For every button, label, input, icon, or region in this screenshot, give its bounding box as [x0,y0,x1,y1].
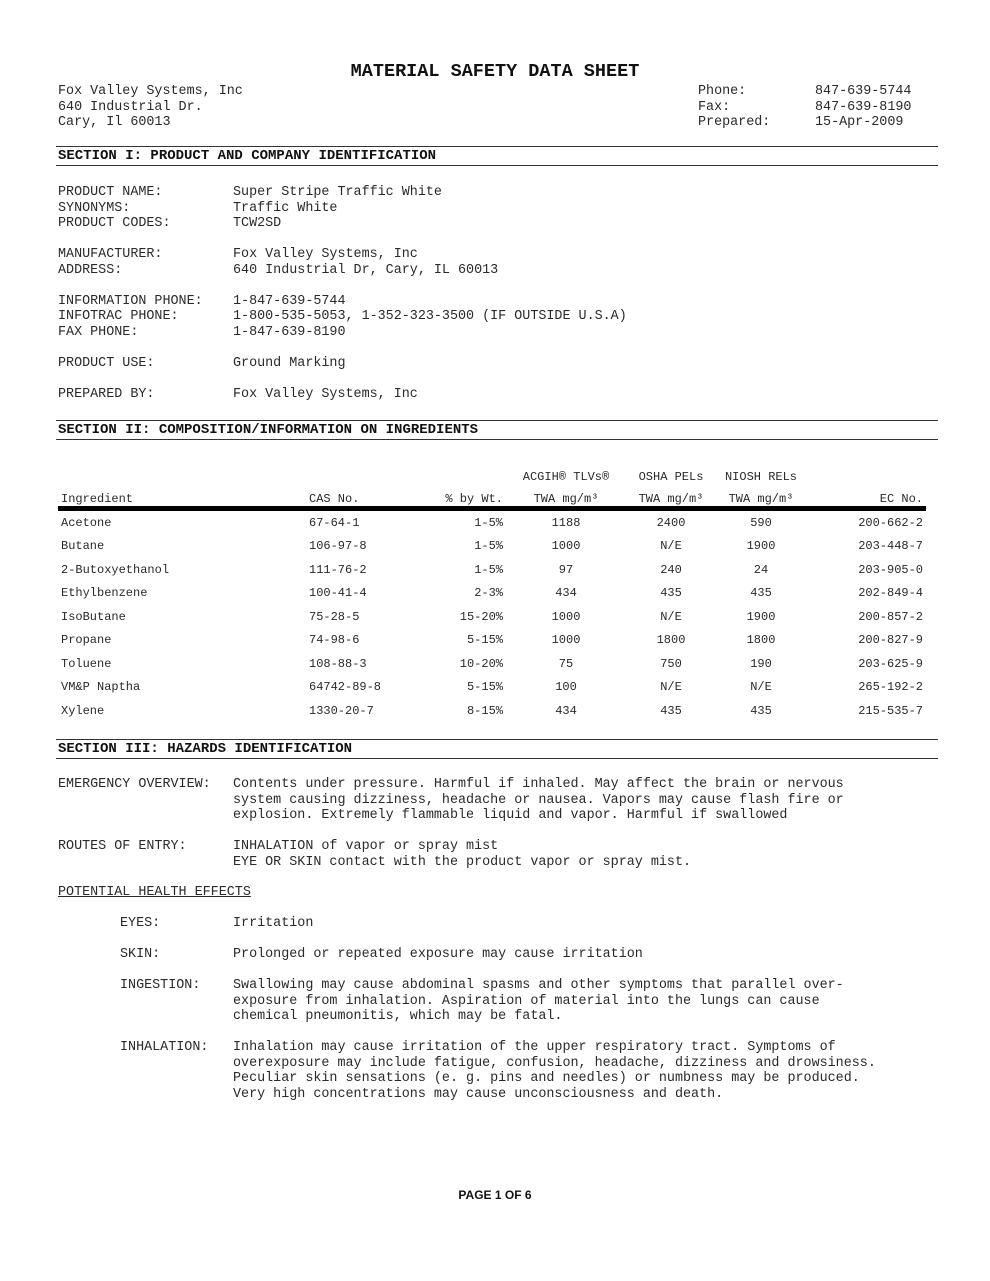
acgih-twa-cell: 100 [555,680,577,695]
effect-ingestion [120,978,938,1025]
column-header-weight: % by Wt. [445,492,503,506]
ec-number-cell: 202-849-4 [858,586,923,601]
company-name: Fox Valley Systems, Inc [58,84,243,99]
acgih-twa-cell: 1000 [551,633,581,648]
synonyms-label: SYNONYMS: [58,200,131,216]
product-codes-value: TCW2SD [233,216,282,231]
prepared-by-label: PREPARED BY: [58,386,155,402]
prepared-label: Prepared: [698,115,771,130]
acgih-twa-cell: 434 [555,586,577,601]
routes-of-entry-line: EYE OR SKIN contact with the product vapor or spray mist. [233,854,692,870]
weight-percent-cell: 10-20% [459,656,503,671]
skin-label: SKIN: [120,947,161,962]
column-header-niosh-twa: TWA mg/m³ [728,492,794,506]
cas-number-cell: 100-41-4 [309,586,367,601]
routes-of-entry [58,839,933,870]
table-row [58,699,926,723]
acgih-twa-cell: 97 [558,562,574,577]
ingredient-name-cell: Xylene [61,703,105,718]
product-identification [58,185,627,402]
product-codes-label: PRODUCT CODES: [58,216,171,231]
ec-number-cell: 265-192-2 [858,680,923,695]
company-address-line1: 640 Industrial Dr. [58,99,203,115]
table-row [58,558,926,582]
ingestion-line: chemical pneumonitis, which may be fatal. [233,1009,563,1024]
ingestion-label: INGESTION: [120,978,201,993]
skin-value: Prolonged or repeated exposure may cause irritation [233,947,643,962]
ec-number-cell: 200-827-9 [858,633,923,648]
weight-percent-cell: 1-5% [474,539,503,554]
company-address-line2: Cary, Il 60013 [58,115,171,130]
section-3-heading: SECTION III: HAZARDS IDENTIFICATION [56,739,938,759]
ingredient-name-cell: Butane [61,539,105,554]
table-row [58,605,926,629]
prepared-value: 15-Apr-2009 [815,115,904,130]
emergency-overview-line: Contents under pressure. Harmful if inhaled. May affect the brain or nervous [233,777,844,792]
ingestion-line: Swallowing may cause abdominal spasms and other symptoms that parallel over- [233,978,844,993]
osha-header: OSHA PELs [638,470,704,484]
ingredient-name-cell: Toluene [61,656,112,671]
manufacturer-value: Fox Valley Systems, Inc [233,247,418,262]
acgih-twa-cell: 1188 [551,515,581,530]
inhalation-line: Peculiar skin sensations (e. g. pins and needles) or numbness may be produced. [233,1071,860,1086]
osha-twa-cell: N/E [660,539,682,554]
niosh-twa-cell: 1900 [746,539,776,554]
osha-twa-cell: 435 [660,586,682,601]
weight-percent-cell: 8-15% [466,703,503,718]
osha-twa-cell: 240 [660,562,682,577]
address-label: ADDRESS: [58,262,123,278]
infotrac-phone-value: 1-800-535-5053, 1-352-323-3500 (IF OUTSIDE U.S.A) [233,309,627,324]
cas-number-cell: 106-97-8 [309,539,367,554]
information-phone-value: 1-847-639-5744 [233,293,346,309]
manufacturer-label: MANUFACTURER: [58,247,163,262]
ingredient-name-cell: Acetone [61,515,112,530]
column-header-cas: CAS No. [309,492,360,506]
column-header-acgih-twa: TWA mg/m³ [533,492,599,506]
acgih-twa-cell: 1000 [551,539,581,554]
column-header-osha-twa: TWA mg/m³ [638,492,704,506]
page-number: PAGE 1 OF 6 [458,1188,532,1202]
cas-number-cell: 1330-20-7 [309,703,374,718]
osha-twa-cell: N/E [660,609,682,624]
osha-twa-cell: 750 [660,656,682,671]
contact-block [698,84,911,131]
table-row [58,652,926,676]
ingredient-name-cell: Propane [61,633,112,648]
inhalation-line: overexposure may include fatigue, confusion, headache, dizziness and drowsiness. [233,1055,876,1071]
company-block [58,84,243,131]
niosh-twa-cell: 435 [750,703,772,718]
product-use-value: Ground Marking [233,355,346,371]
osha-twa-cell: N/E [660,680,682,695]
ec-number-cell: 203-448-7 [858,539,923,554]
niosh-twa-cell: 1800 [746,633,776,648]
emergency-overview [58,777,933,824]
ec-number-cell: 215-535-7 [858,703,923,718]
acgih-twa-cell: 75 [558,656,574,671]
weight-percent-cell: 2-3% [474,586,503,601]
niosh-twa-cell: 1900 [746,609,776,624]
table-row [58,676,926,700]
acgih-twa-cell: 1000 [551,609,581,624]
product-use-label: PRODUCT USE: [58,355,155,371]
cas-number-cell: 74-98-6 [309,633,360,648]
table-column-header-row [58,484,926,509]
prepared-by-value: Fox Valley Systems, Inc [233,386,418,402]
fax-phone-label: FAX PHONE: [58,324,139,340]
cas-number-cell: 111-76-2 [309,562,367,577]
ingredients-table [58,462,926,723]
ec-number-cell: 203-625-9 [858,656,923,671]
osha-twa-cell: 435 [660,703,682,718]
niosh-twa-cell: 435 [750,586,772,601]
effect-inhalation [120,1040,938,1102]
niosh-twa-cell: 24 [753,562,769,577]
fax-label: Fax: [698,99,731,115]
eyes-label: EYES: [120,916,161,931]
weight-percent-cell: 1-5% [474,515,503,530]
osha-twa-cell: 1800 [656,633,686,648]
inhalation-line: Inhalation may cause irritation of the upper respiratory tract. Symptoms of [233,1040,836,1055]
niosh-twa-cell: N/E [750,680,772,695]
weight-percent-cell: 1-5% [474,562,503,577]
routes-of-entry-line: INHALATION of vapor or spray mist [233,839,499,854]
inhalation-line: Very high concentrations may cause unconsciousness and death. [233,1086,724,1102]
column-header-ec: EC No. [879,492,923,506]
column-header-ingredient: Ingredient [61,492,134,506]
acgih-twa-cell: 434 [555,703,577,718]
routes-of-entry-label: ROUTES OF ENTRY: [58,839,187,854]
ingredient-name-cell: IsoButane [61,609,126,624]
section-2-heading: SECTION II: COMPOSITION/INFORMATION ON INGREDIENTS [56,420,938,440]
weight-percent-cell: 15-20% [459,609,503,624]
section-1-heading: SECTION I: PRODUCT AND COMPANY IDENTIFICATION [56,146,938,166]
inhalation-label: INHALATION: [120,1040,209,1055]
table-group-header-row [58,462,926,484]
ec-number-cell: 200-857-2 [858,609,923,624]
ingredient-name-cell: VM&P Naptha [61,680,141,695]
cas-number-cell: 108-88-3 [309,656,367,671]
ec-number-cell: 203-905-0 [858,562,923,577]
eyes-value: Irritation [233,916,314,931]
ingestion-line: exposure from inhalation. Aspiration of material into the lungs can cause [233,993,820,1009]
information-phone-label: INFORMATION PHONE: [58,293,203,309]
ec-number-cell: 200-662-2 [858,515,923,530]
product-name-value: Super Stripe Traffic White [233,185,442,200]
effect-skin [120,947,938,963]
fax-phone-value: 1-847-639-8190 [233,324,346,340]
table-row [58,509,926,535]
weight-percent-cell: 5-15% [466,633,503,648]
ingredient-name-cell: 2-Butoxyethanol [61,562,170,577]
infotrac-phone-label: INFOTRAC PHONE: [58,309,179,324]
cas-number-cell: 67-64-1 [309,515,360,530]
synonyms-value: Traffic White [233,200,338,216]
document-title: MATERIAL SAFETY DATA SHEET [350,61,640,82]
emergency-overview-line: explosion. Extremely flammable liquid and vapor. Harmful if swallowed [233,808,788,823]
ingredient-name-cell: Ethylbenzene [61,586,148,601]
phone-value: 847-639-5744 [815,84,912,99]
cas-number-cell: 75-28-5 [309,609,360,624]
product-name-label: PRODUCT NAME: [58,185,163,200]
table-row [58,629,926,653]
table-row [58,582,926,606]
niosh-twa-cell: 190 [750,656,772,671]
cas-number-cell: 64742-89-8 [309,680,382,695]
niosh-header: NIOSH RELs [724,470,797,484]
niosh-twa-cell: 590 [750,515,772,530]
table-row [58,535,926,559]
potential-health-effects-heading: POTENTIAL HEALTH EFFECTS [58,885,251,900]
phone-label: Phone: [698,84,747,99]
address-value: 640 Industrial Dr, Cary, IL 60013 [233,262,499,278]
fax-value: 847-639-8190 [815,99,912,115]
effect-eyes [120,916,938,932]
emergency-overview-line: system causing dizziness, headache or nausea. Vapors may cause flash fire or [233,792,844,808]
acgih-header: ACGIH® TLVs® [522,470,610,484]
emergency-overview-label: EMERGENCY OVERVIEW: [58,777,211,792]
osha-twa-cell: 2400 [656,515,686,530]
weight-percent-cell: 5-15% [466,680,503,695]
